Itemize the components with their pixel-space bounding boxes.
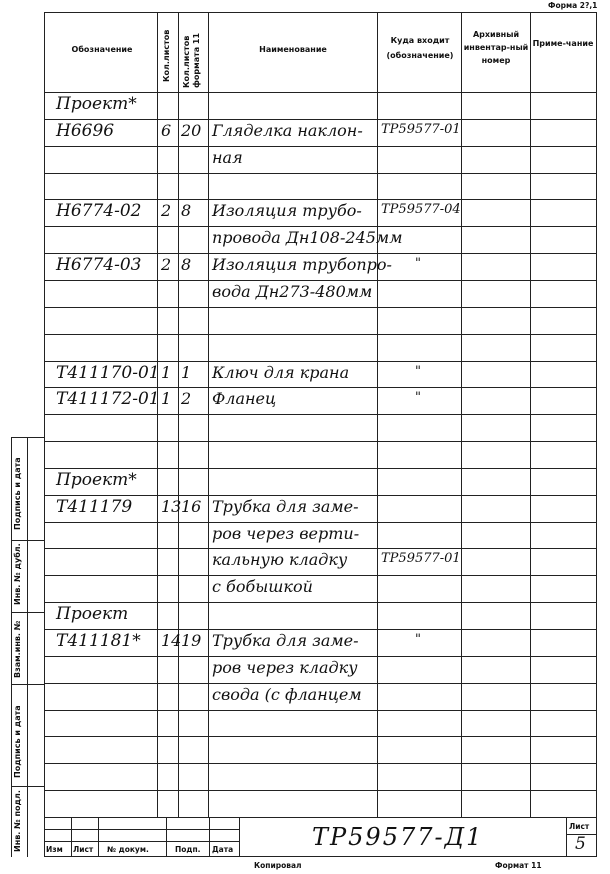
row-line [44, 361, 596, 362]
entry-where: ТР59577-01 [381, 122, 461, 137]
row-line [44, 280, 596, 281]
entry-where: " [415, 256, 421, 271]
side-strip-inner [27, 437, 28, 857]
row-line [44, 468, 596, 469]
row-line [44, 548, 596, 549]
frame-left [44, 12, 45, 857]
entry-designation: Н6696 [56, 121, 115, 141]
entry-fmt: 16 [181, 497, 202, 516]
side-sign-date-1: Подпись и дата [13, 457, 22, 530]
row-line [44, 736, 596, 737]
title-list: Лист [73, 845, 94, 854]
entry-designation: Т411181* [56, 631, 141, 651]
row-line [44, 119, 596, 120]
entry-qty: 6 [161, 121, 172, 140]
row-line [44, 656, 596, 657]
title-sheet-label: Лист [569, 822, 590, 831]
entry-fmt: 19 [181, 631, 202, 650]
row-line [44, 334, 596, 335]
header-archive-no: Архивный инвентар-ный номер [463, 30, 529, 65]
entry-where: ТР59577-01 [381, 551, 461, 566]
row-line [44, 710, 596, 711]
title-col-6 [566, 817, 567, 857]
side-line-5 [11, 786, 44, 787]
frame-right [596, 12, 597, 857]
form-label: Форма 2?,1 [548, 1, 598, 10]
entry-name: свода (с фланцем [212, 685, 362, 704]
title-top-line [44, 817, 596, 818]
entry-designation: Т411170-01 [56, 363, 160, 383]
row-line [44, 629, 596, 630]
entry-where: " [415, 364, 421, 379]
entry-designation: Т411179 [56, 497, 133, 517]
title-izm: Изм [46, 845, 63, 854]
title-col-3 [166, 817, 167, 857]
entry-designation: Т411172-01 [56, 389, 160, 409]
side-line-3 [11, 612, 44, 613]
entry-name: вода Дн273-480мм [212, 282, 373, 301]
title-col-1 [71, 817, 72, 857]
title-doc-no: № докум. [107, 845, 149, 854]
entry-name: Ключ для крана [212, 363, 350, 382]
row-line [44, 522, 596, 523]
row-line [44, 307, 596, 308]
frame-bottom [44, 856, 596, 857]
title-date: Дата [212, 845, 234, 854]
entry-qty: 13 [161, 497, 182, 516]
header-designation: Обозначение [71, 45, 133, 54]
side-line-2 [11, 540, 44, 541]
entry-qty: 1 [161, 363, 172, 382]
entry-name: Изоляция трубо- [212, 201, 362, 220]
entry-name: провода Дн108-245мм [212, 228, 403, 247]
title-col-2 [98, 817, 99, 857]
entry-name: Гляделка наклон- [212, 121, 363, 140]
row-line [44, 199, 596, 200]
row-line [44, 602, 596, 603]
entry-designation: Проект [56, 604, 129, 624]
entry-name: кальную кладку [212, 550, 348, 569]
entry-fmt: 8 [181, 255, 192, 274]
side-inv-dubl: Инв. № дубл. [13, 543, 22, 605]
title-code: ТР59577-Д1 [312, 823, 484, 851]
entry-qty: 14 [161, 631, 182, 650]
entry-fmt: 8 [181, 201, 192, 220]
entry-designation: Н6774-03 [56, 255, 142, 275]
entry-name: Фланец [212, 389, 277, 408]
header-note: Приме-чание [532, 39, 594, 48]
title-col-4 [209, 817, 210, 857]
row-line [44, 441, 596, 442]
footer-format: Формат 11 [495, 861, 542, 870]
row-line [44, 387, 596, 388]
row-line [44, 414, 596, 415]
entry-name: Трубка для заме- [212, 631, 359, 650]
header-name: Наименование [259, 45, 327, 54]
side-line-1 [11, 437, 44, 438]
entry-where: " [415, 390, 421, 405]
entry-name: Трубка для заме- [212, 497, 359, 516]
entry-name: ная [212, 148, 243, 167]
entry-designation: Проект* [56, 94, 137, 114]
entry-designation: Проект* [56, 470, 137, 490]
entry-fmt: 20 [181, 121, 202, 140]
row-line [44, 173, 596, 174]
entry-name: с бобышкой [212, 577, 313, 596]
row-line [44, 226, 596, 227]
entry-fmt: 2 [181, 389, 192, 408]
side-vzam-inv: Взам.инв. № [13, 620, 22, 678]
entry-where: " [415, 632, 421, 647]
frame-top [44, 12, 596, 13]
side-line-4 [11, 684, 44, 685]
row-line [44, 683, 596, 684]
entry-name: ров через кладку [212, 658, 358, 677]
entry-name: Изоляция трубопро- [212, 255, 392, 274]
side-strip-outer [11, 437, 12, 857]
row-line [44, 146, 596, 147]
footer-copied: Копировал [254, 861, 302, 870]
title-podp: Подп. [175, 845, 201, 854]
entry-qty: 2 [161, 255, 172, 274]
header-qty-format: Кол.листов формата 11 [182, 32, 201, 88]
title-col-5 [239, 817, 240, 857]
entry-qty: 1 [161, 389, 172, 408]
row-line [44, 790, 596, 791]
entry-name: ров через верти- [212, 524, 360, 543]
side-sign-date-2: Подпись и дата [13, 705, 22, 778]
header-separator [44, 92, 596, 93]
entry-fmt: 1 [181, 363, 192, 382]
row-line [44, 253, 596, 254]
entry-designation: Н6774-02 [56, 201, 142, 221]
side-inv-podl: Инв. № подл. [13, 790, 22, 852]
row-line [44, 575, 596, 576]
title-sheet-no: 5 [575, 834, 586, 854]
row-line [44, 763, 596, 764]
entry-where: ТР59577-04 [381, 202, 461, 217]
header-qty-sheets: Кол.листов [162, 29, 171, 82]
header-where-used: Куда входит (обозначение) [386, 36, 454, 60]
row-line [44, 495, 596, 496]
entry-qty: 2 [161, 201, 172, 220]
